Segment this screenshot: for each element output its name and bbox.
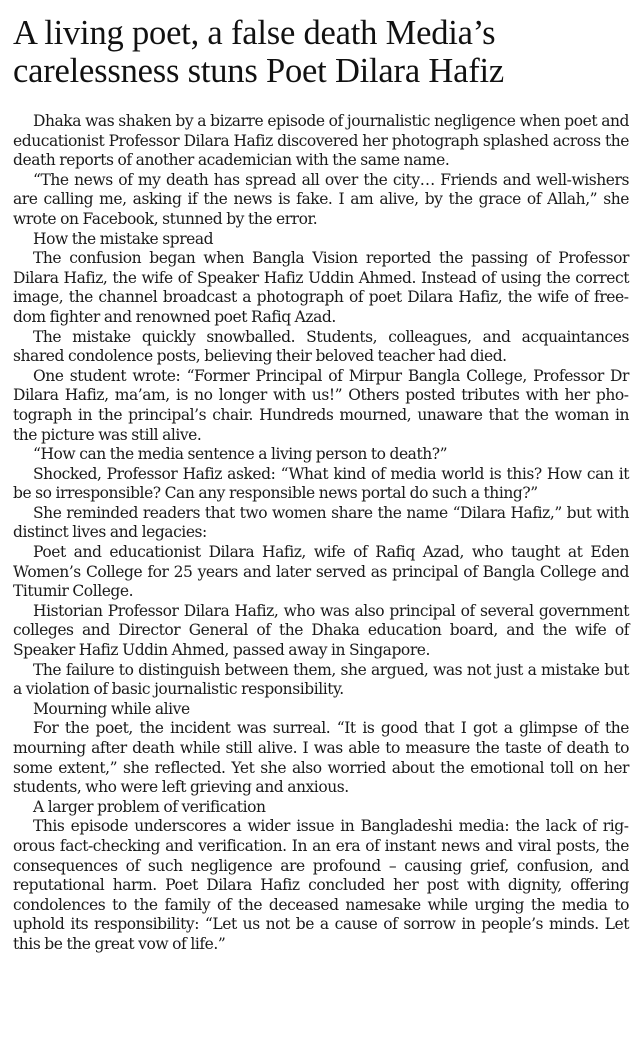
paragraph: Dhaka was shaken by a bizarre episode of journalistic negligence when poet and educationist Professor Dilara Hafiz discovered her photograph splashed across the death reports of another academician with the same name. xyxy=(13,112,629,170)
news-article xyxy=(13,14,629,955)
paragraph: The failure to distinguish between them, she argued, was not just a mistake but a violation of basic journalistic responsibility. xyxy=(13,660,629,699)
paragraph: One student wrote: “Former Principal of Mirpur Bangla College, Professor Dr Dilara Hafiz, ma’am, is no longer with us!” Others posted tributes with her photograph in the principal’s chair. Hundreds mourned, unaware that the woman in the picture was still alive. xyxy=(13,366,629,444)
section-subhead: Mourning while alive xyxy=(33,699,190,718)
paragraph: “The news of my death has spread all over the city… Friends and well-wishers are calling me, asking if the news is fake. I am alive, by the grace of Allah,” she wrote on Facebook, stunned by the error. xyxy=(13,170,629,228)
paragraph: The mistake quickly snowballed. Students, colleagues, and acquaintances shared condolence posts, believing their beloved teacher had died. xyxy=(13,327,629,366)
paragraph: Historian Professor Dilara Hafiz, who was also principal of several government colleges and Director General of the Dhaka education board, and the wife of Speaker Hafiz Uddin Ahmed, passed away in Singapore. xyxy=(13,601,629,660)
headline: A living poet, a false death Media’s carelessness stuns Poet Dilara Hafiz xyxy=(13,14,504,90)
paragraph: The confusion began when Bangla Vision reported the passing of Professor Dilara Hafiz, the wife of Speaker Hafiz Uddin Ahmed. Instead of using the correct image, the channel broadcast a photograph of poet Dilara Hafiz, the wife of freedom fighter and renowned poet Rafiq Azad. xyxy=(13,249,629,326)
paragraph: For the poet, the incident was surreal. “It is good that I got a glimpse of the mourning after death while still alive. I was able to measure the taste of death to some extent,” she reflected. Yet she also worried about the emotional toll on her students, who were left grieving and anxious. xyxy=(13,719,629,797)
paragraph: Shocked, Professor Hafiz asked: “What kind of media world is this? How can it be so irresponsible? Can any responsible news portal do such a thing?” xyxy=(13,464,629,503)
paragraph: She reminded readers that two women share the name “Dilara Hafiz,” but with distinct lives and legacies: xyxy=(13,503,629,542)
section-subhead: How the mistake spread xyxy=(33,229,214,248)
section-subhead: A larger problem of verification xyxy=(33,797,266,816)
paragraph: This episode underscores a wider issue in Bangladeshi media: the lack of rigorous fact-checking and verification. In an era of instant news and viral posts, the consequences of such negligence are profound – causing grief, confusion, and reputational harm. Poet Dilara Hafiz concluded her post with dignity, offering condolences to the family of the deceased namesake while urging the media to uphold its responsibility: “Let us not be a cause of sorrow in people’s minds. Let this be the great vow of life.” xyxy=(13,817,629,953)
paragraph: Poet and educationist Dilara Hafiz, wife of Rafiq Azad, who taught at Eden Women’s College for 25 years and later served as principal of Bangla College and Titumir College. xyxy=(13,543,629,601)
paragraph: “How can the media sentence a living person to death?” xyxy=(33,445,448,464)
article-body xyxy=(13,112,629,955)
